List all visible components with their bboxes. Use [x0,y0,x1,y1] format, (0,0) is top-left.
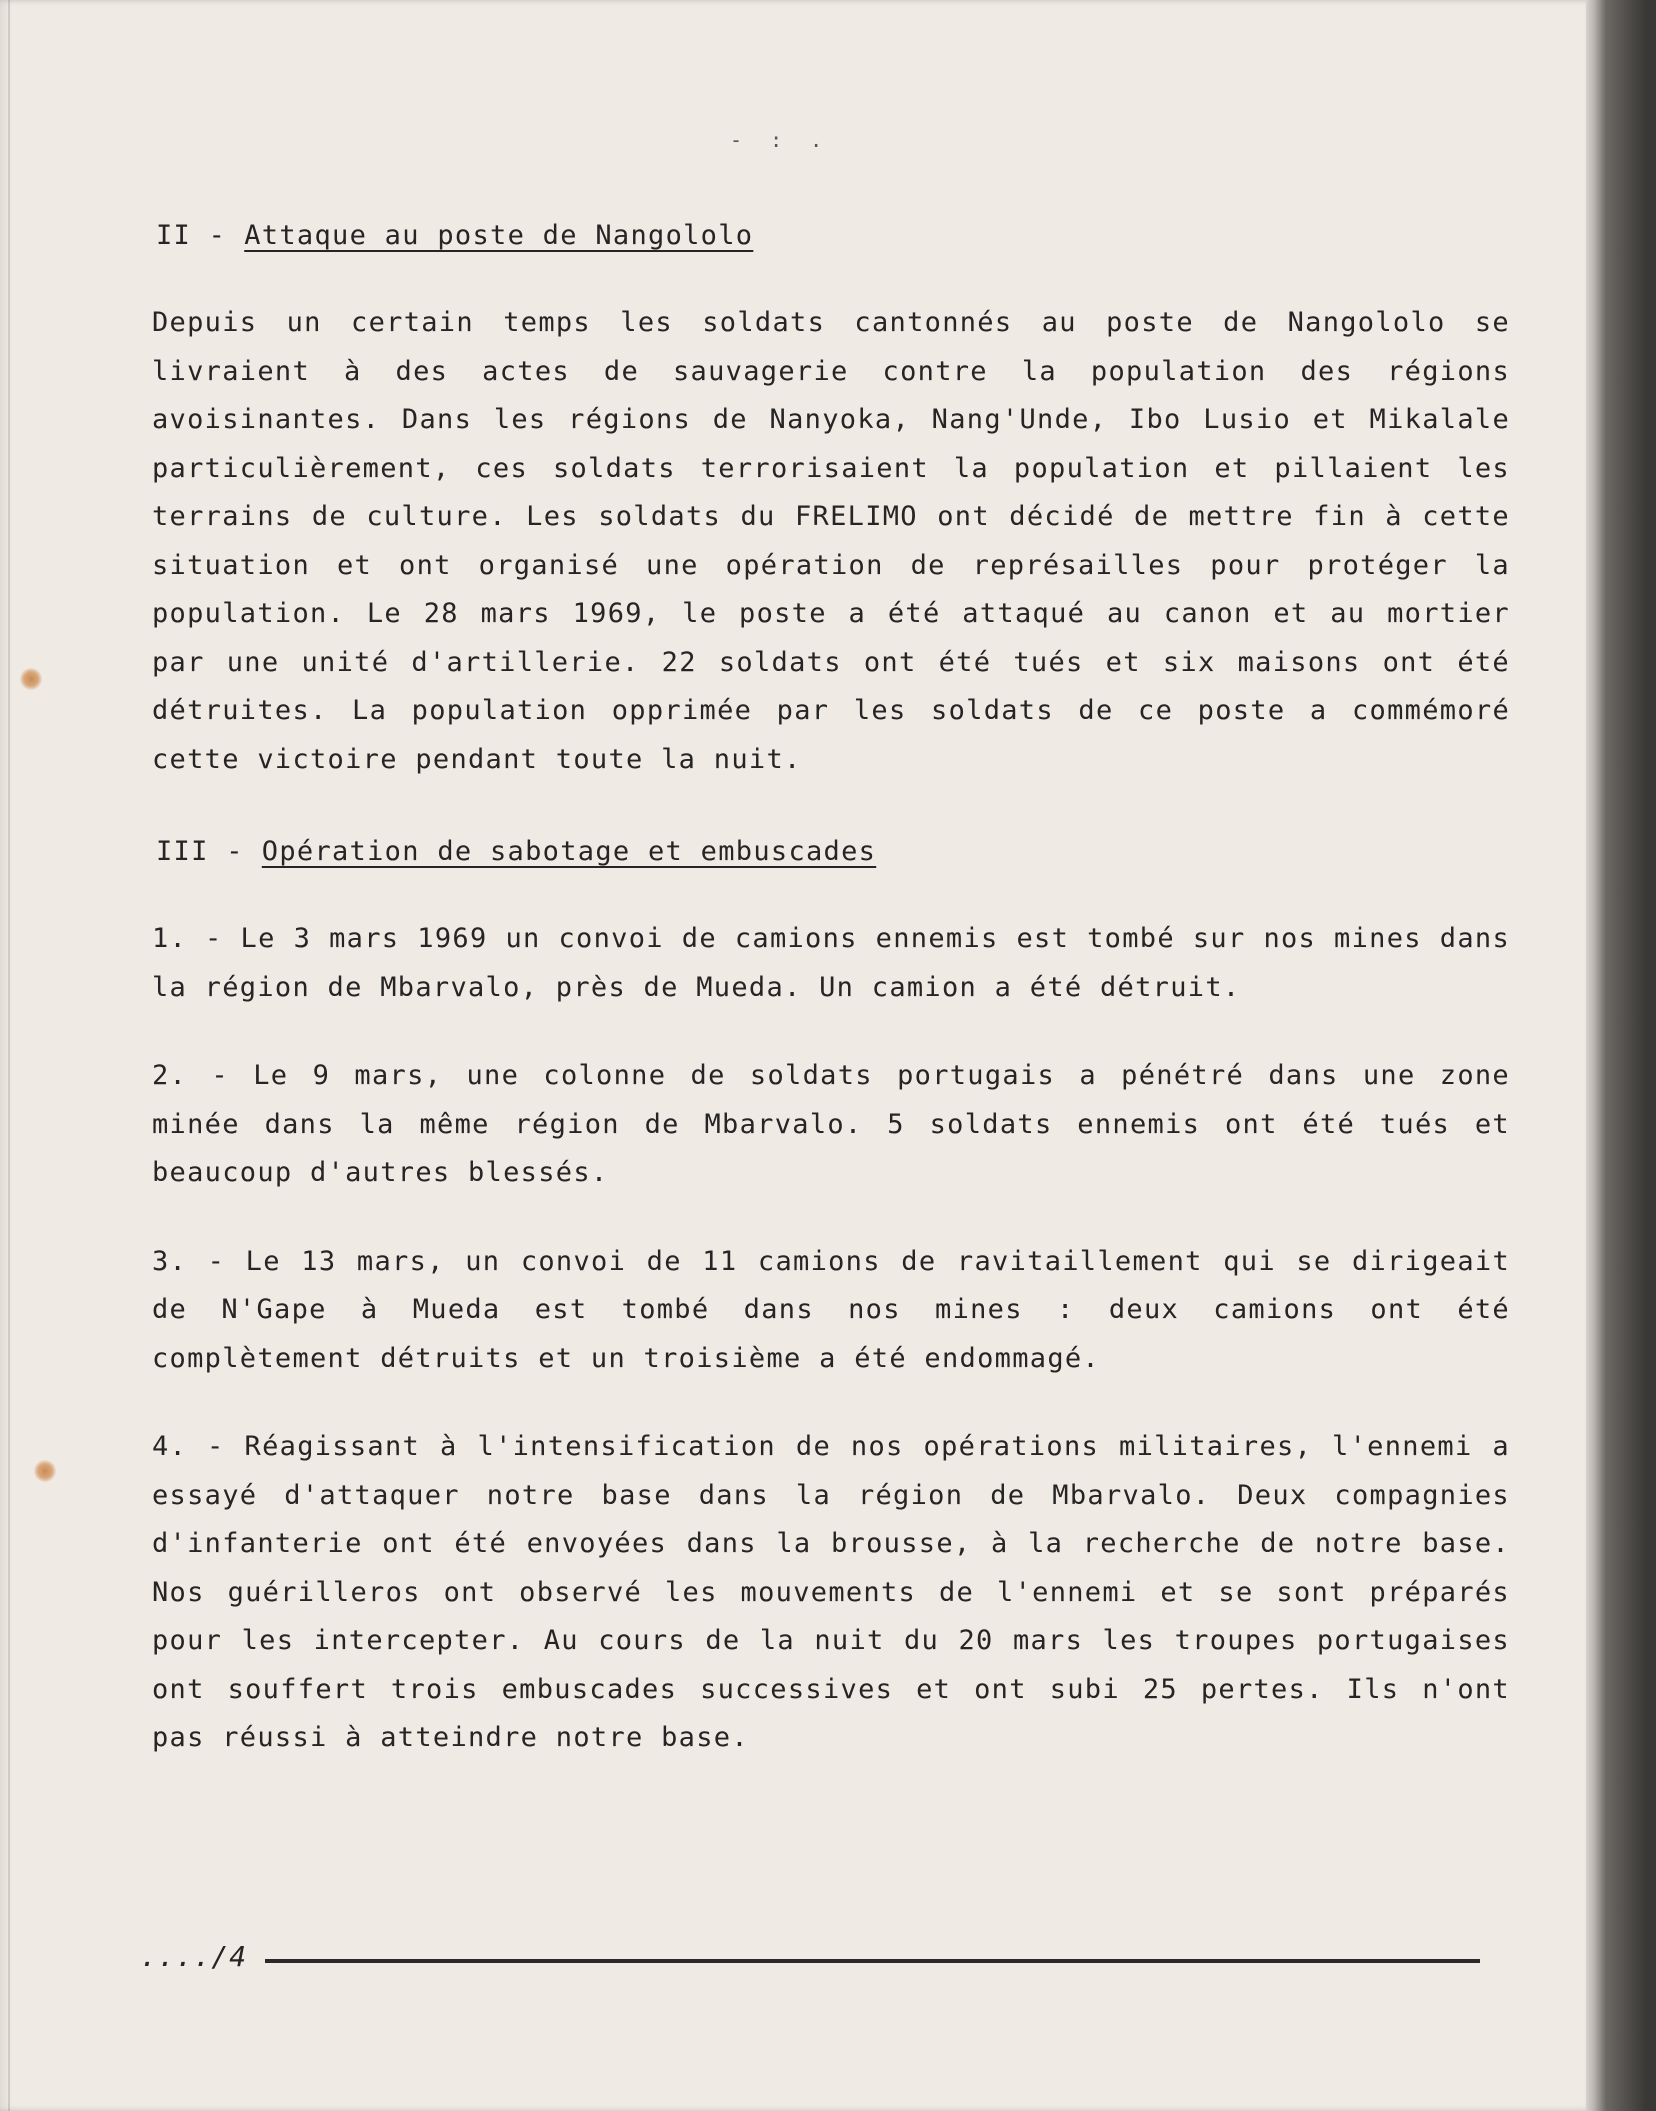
top-marks: - : . [730,128,831,152]
paragraph: Depuis un certain temps les soldats cantonnés au poste de Nangololo se livraient à des actes de sauvagerie contre la population des régions avoisinantes. Dans les régions de Nanyoka, Nang'Unde, Ibo Lusio et Mikalale particulièrement, ces soldats terrorisaient la population et pillaient les terrains de culture. Les soldats du FRELIMO ont décidé de mettre fin à cette situation et ont organisé une opération de représailles pour protéger la population. Le 28 mars 1969, le poste a été attaqué au canon et au mortier par une unité d'artillerie. 22 soldats ont été tués et six maisons ont été détruites. La population opprimée par les soldats de ce poste a commémoré cette victoire pendant toute la nuit. [152,307,1510,775]
section-number: III - [156,836,244,867]
paragraph: 4. - Réagissant à l'intensification de nos opérations militaires, l'ennemi a essayé d'attaquer notre base dans la région de Mbarvalo. Deux compagnies d'infanterie ont été envoyées dans la brousse, à la recherche de notre base. Nos guérilleros ont observé les mouvements de l'ennemi et se sont préparés pour les intercepter. Au cours de la nuit du 20 mars les troupes portugaises ont souffert trois embuscades successives et ont subi 25 pertes. Ils n'ont pas réussi à atteindre notre base. [152,1431,1510,1753]
document-body [140,220,1510,1803]
page-footer [140,1940,1480,1973]
footer-rule [265,1959,1480,1963]
stain-mark [20,668,42,690]
paragraph: 1. - Le 3 mars 1969 un convoi de camions ennemis est tombé sur nos mines dans la région de Mbarvalo, près de Mueda. Un camion a été détruit. [152,923,1510,1003]
page-fold-line [8,0,10,2111]
section-heading [156,220,1510,251]
paragraph: 2. - Le 9 mars, une colonne de soldats portugais a pénétré dans une zone minée dans la même région de Mbarvalo. 5 soldats ennemis ont été tués et beaucoup d'autres blessés. [152,1060,1510,1188]
paragraph: 3. - Le 13 mars, un convoi de 11 camions de ravitaillement qui se dirigeait de N'Gape à Mueda est tombé dans nos mines : deux camions ont été complètement détruits et un troisième a été endommagé. [152,1245,1510,1374]
section-title: Attaque au poste de Nangololo [244,220,754,251]
section-number: II - [156,220,227,251]
scanner-edge [1586,0,1656,2111]
section-heading [156,836,1510,867]
continuation-marker: ..../4 [140,1940,248,1973]
section-title: Opération de sabotage et embuscades [261,836,877,867]
stain-mark [34,1460,56,1482]
